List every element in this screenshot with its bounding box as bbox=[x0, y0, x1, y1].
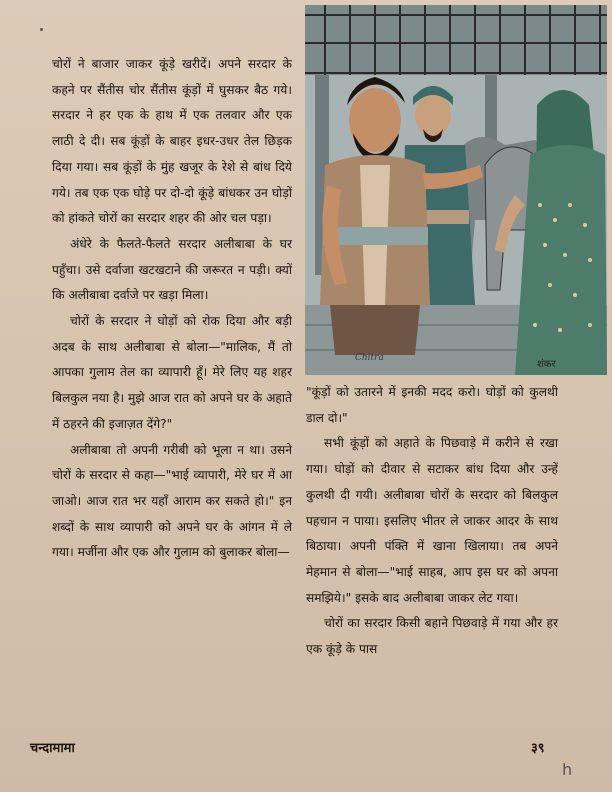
story-illustration bbox=[305, 5, 607, 375]
paragraph-1: चोरों ने बाजार जाकर कूंड़े खरीदें। अपने सरदार के कहने पर सैंतीस चोर सैंतीस कूंड़ों में घुसकर बैठ गये। सरदार ने हर एक के हाथ में एक तलवार और एक लाठी दे दी। सब कूंड़ों के बाहर इधर-उधर तेल छिड़क दिया गया। सब कूंड़ों के मुंह खजूर के रेशे से बांध दिये गये। तब एक एक घोड़े पर दो-दो कूंड़े बांधकर उन घोड़ों को हांकते चोरों का सरदार शहर की ओर चल पड़ा। bbox=[52, 57, 292, 226]
artist-signature-right: शंकर bbox=[537, 359, 556, 370]
paragraph-2: अंधेरे के फैलते-फैलते सरदार अलीबाबा के घर पहुँचा। उसे दर्वाजा खटखटाने की जरूरत न पड़ी। क्यों कि अलीबाबा दर्वाजे पर खड़ा मिला। bbox=[52, 236, 292, 303]
page-number: ३९ bbox=[531, 741, 545, 756]
right-text-column bbox=[306, 380, 558, 663]
paragraph-6: सभी कूंड़ों को अहाते के पिछवाड़े में करीने से रखा गया। घोड़ों को दीवार से सटाकर बांध दिया और उन्हें कुलथी दी गयी। अलीबाबा चोरों के सरदार को बिलकुल पहचान न पाया। इसलिए भीतर ले जाकर आदर के साथ बिठाया। अपनी पंक्ति में खाना खिलाया। तब अपने मेहमान से बोला—"भाई साहब, आप इस घर को अपना समझिये।" इसके बाद अलीबाबा जाकर लेट गया। bbox=[306, 436, 558, 605]
woman-sari bbox=[515, 145, 607, 375]
artist-signature-left: Chitra bbox=[355, 353, 384, 363]
paragraph-5: "कूंड़ों को उतारने में इनकी मदद करो। घोड़ों को कुलथी डाल दो।" bbox=[306, 385, 558, 425]
margin-mark: h bbox=[562, 760, 573, 779]
left-text-column bbox=[52, 52, 292, 566]
paragraph-7: चोरों का सरदार किसी बहाने पिछवाड़े में गया और हर एक कूंड़े के पास bbox=[306, 616, 558, 657]
ink-speck bbox=[40, 28, 43, 31]
paragraph-4: अलीबाबा तो अपनी गरीबी को भूला न था। उसने चोरों के सरदार से कहा—"भाई व्यापारी, मेरे घर में आ जाओ। आज रात भर यहाँ आराम कर सकते हो।" इन शब्दों के साथ व्यापारी को अपने घर के आंगन में ले गया। मर्जीना और एक और गुलाम को बुलाकर बोला— bbox=[52, 442, 292, 560]
paragraph-3: चोरों के सरदार ने घोड़ों को रोक दिया और बड़ी अदब के साथ अलीबाबा से बोला—"मालिक, मैं तो आपका गुलाम तेल का व्यापारी हूँ। मेरे लिए यह शहर बिलकुल नया है। मुझे आज रात को अपने घर के अहाते में ठहरने की इजाज़त देंगे?" bbox=[52, 314, 292, 431]
magazine-name: चन्दामामा bbox=[30, 741, 75, 756]
illustration-art bbox=[305, 5, 607, 375]
